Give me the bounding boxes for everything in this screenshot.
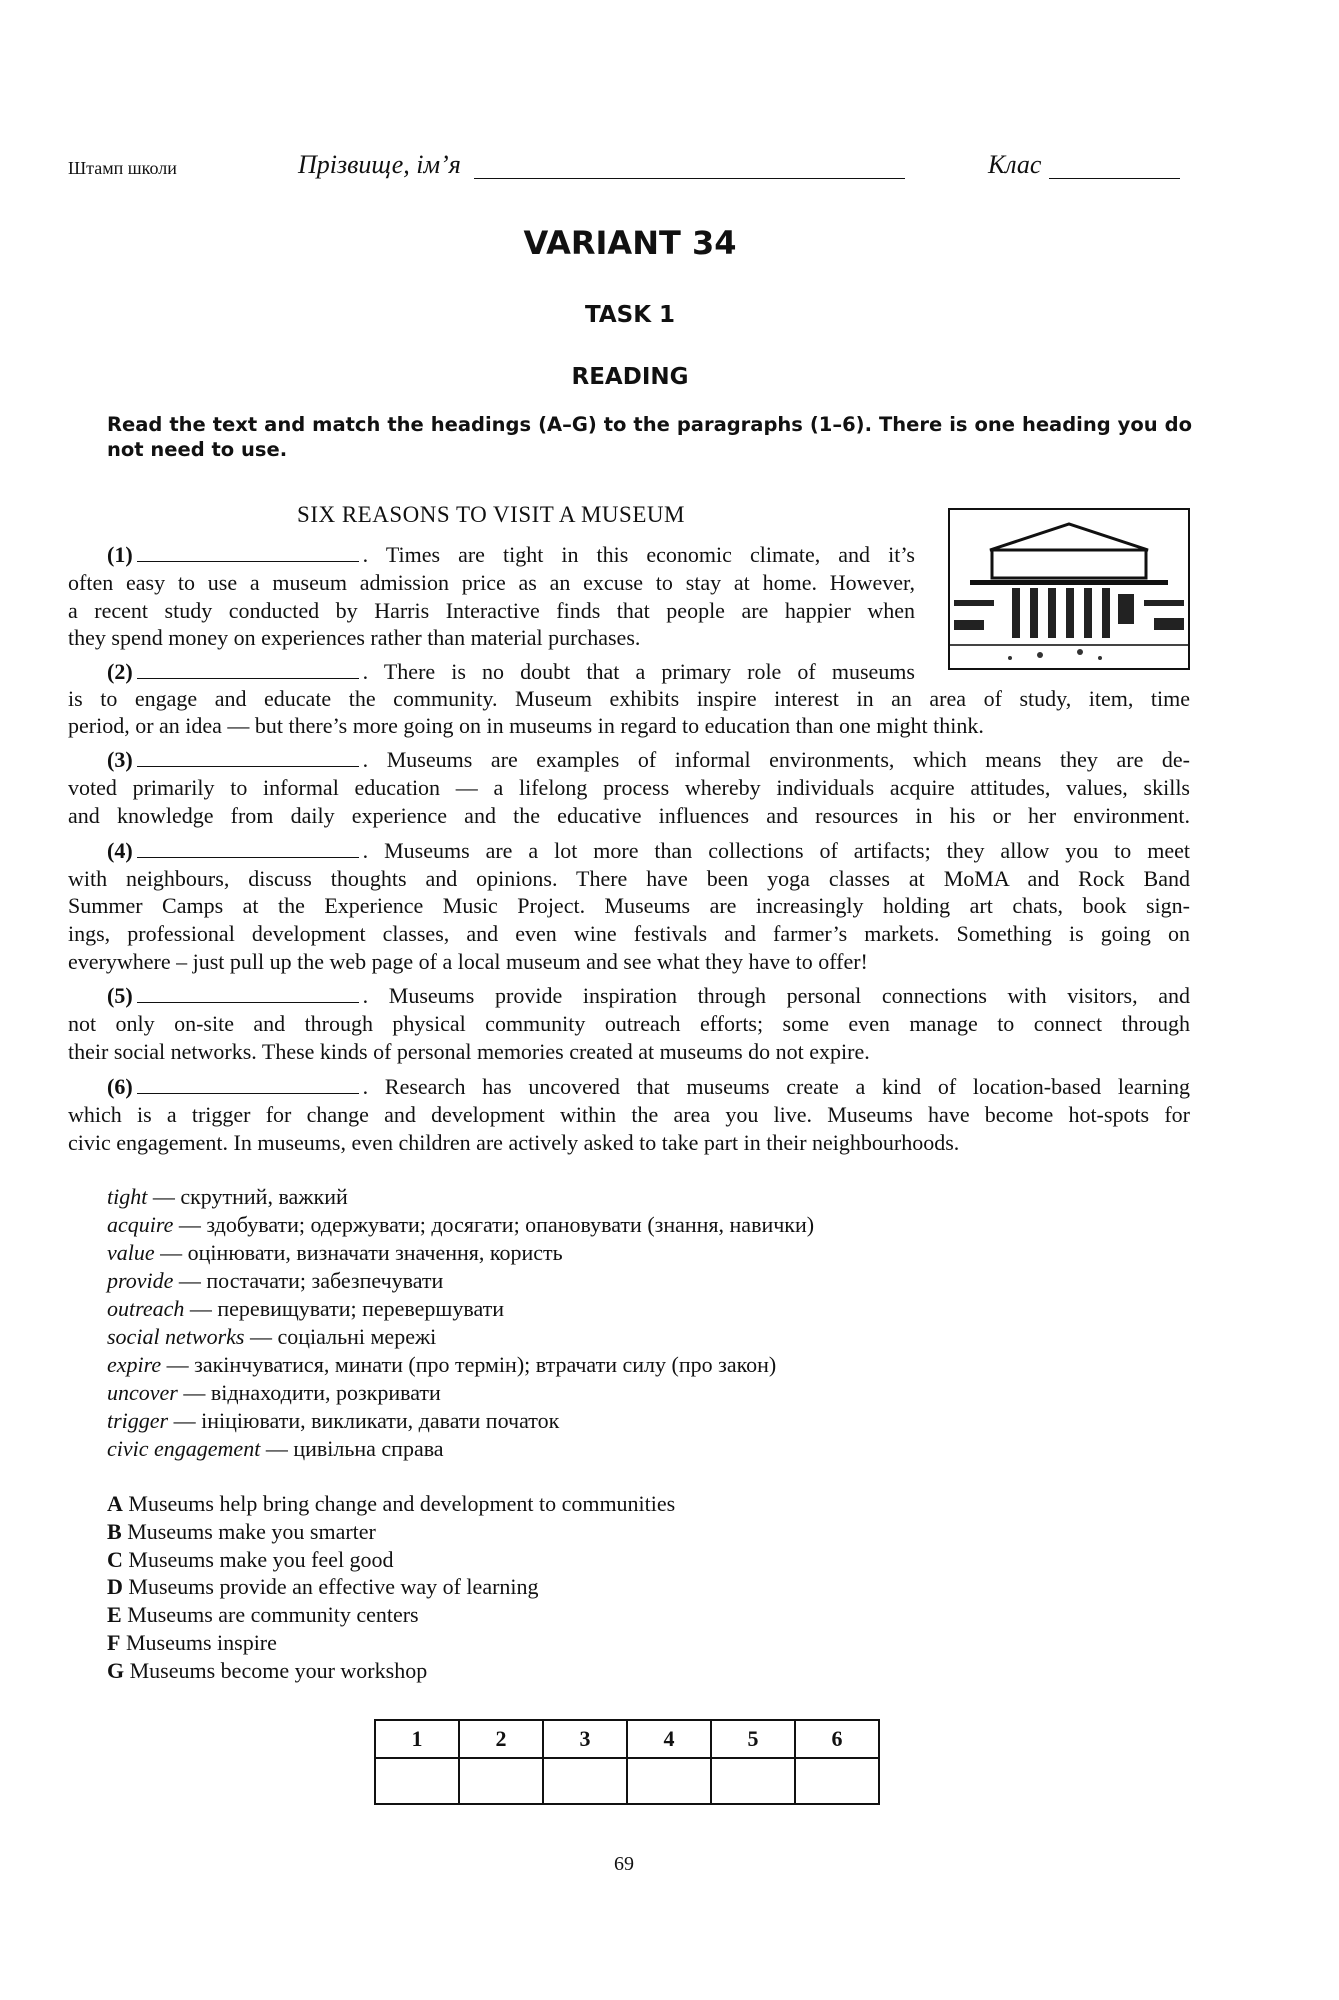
vocabulary-item <box>107 1435 444 1463</box>
paragraph-1-line: often easy to use a museum admission price as an excuse to stay at home. However, <box>68 570 915 595</box>
vocabulary-item <box>107 1407 559 1435</box>
paragraph-2-line <box>107 658 915 686</box>
paragraph-6-line: civic engagement. In museums, even children are actively asked to take part in their neighbourhoods. <box>68 1130 960 1155</box>
vocab-translation: здобувати; одержувати; досягати; опановувати (знання, навички) <box>206 1212 815 1237</box>
answer-column-header: 4 <box>627 1720 711 1758</box>
paragraph-number: (1) <box>107 542 133 567</box>
heading-blank-5[interactable] <box>137 984 359 1003</box>
dash: — <box>160 1240 183 1265</box>
paragraph-4-line: with neighbours, discuss thoughts and opinions. There have been yoga classes at MoMA and Rock Band <box>68 866 1190 891</box>
dash: — <box>189 1296 212 1321</box>
text: . Museums are examples of informal environments, which means they are de- <box>362 747 1190 772</box>
vocab-translation: закінчуватися, минати (про термін); втрачати силу (про закон) <box>194 1352 777 1377</box>
class-label: Клас <box>988 150 1042 179</box>
heading-option <box>107 1657 427 1685</box>
vocab-word: outreach <box>107 1296 185 1321</box>
vocab-translation: ініціювати, викликати, давати початок <box>201 1408 560 1433</box>
name-label: Прізвище, ім’я <box>298 150 461 179</box>
vocab-word: acquire <box>107 1212 174 1237</box>
heading-text: Museums are community centers <box>127 1602 419 1628</box>
heading-letter: F <box>107 1630 121 1655</box>
paragraph-1-line <box>107 541 915 569</box>
text: . Research has uncovered that museums create a kind of location-based learning <box>362 1074 1190 1099</box>
text: . Museums provide inspiration through personal connections with visitors, and <box>362 983 1190 1008</box>
vocabulary-item <box>107 1211 814 1239</box>
vocabulary-item <box>107 1239 563 1267</box>
paragraph-1-line: a recent study conducted by Harris Interactive finds that people are happier when <box>68 598 915 623</box>
heading-text: Museums make you feel good <box>128 1546 394 1572</box>
paragraph-4-line <box>107 837 1190 865</box>
answer-table <box>374 1719 880 1805</box>
heading-letter: A <box>107 1491 123 1516</box>
answer-cell[interactable] <box>795 1758 879 1804</box>
answer-column-header: 5 <box>711 1720 795 1758</box>
section-title: READING <box>571 364 689 390</box>
school-stamp-label: Штамп школи <box>68 158 177 178</box>
heading-text: Museums become your workshop <box>129 1657 428 1683</box>
vocab-word: uncover <box>107 1380 178 1405</box>
paragraph-3-line: voted primarily to informal education — a lifelong process whereby individuals acquire attitudes, values, skills <box>68 775 1190 800</box>
vocab-word: civic engagement <box>107 1436 261 1461</box>
dash: — <box>265 1436 288 1461</box>
paragraph-2-line: period, or an idea — but there’s more going on in museums in regard to education than one might think. <box>68 713 984 738</box>
heading-letter: G <box>107 1657 125 1683</box>
vocabulary-item <box>107 1183 348 1211</box>
paragraph-number: (4) <box>107 838 133 863</box>
dash: — <box>250 1324 272 1349</box>
heading-blank-1[interactable] <box>137 543 359 562</box>
paragraph-6-line: which is a trigger for change and development within the area you live. Museums have become hot-spots for <box>68 1102 1190 1127</box>
heading-text: Museums provide an effective way of learning <box>128 1574 539 1600</box>
instructions: Read the text and match the headings (A–G) to the paragraphs (1–6). There is one heading you do not need to use. <box>107 413 1192 461</box>
answer-cell[interactable] <box>375 1758 459 1804</box>
vocabulary-item <box>107 1323 436 1351</box>
dash: — <box>152 1184 175 1209</box>
vocab-translation: постачати; забезпечувати <box>206 1268 444 1293</box>
vocab-translation: перевищувати; перевершувати <box>217 1296 505 1321</box>
dash: — <box>178 1268 201 1293</box>
vocab-word: provide <box>107 1268 174 1293</box>
text: . Times are tight in this economic climate, and it’s <box>362 542 915 567</box>
paragraph-3-line: and knowledge from daily experience and the educative influences and resources in his or her environment. <box>68 803 1190 828</box>
answer-cell[interactable] <box>711 1758 795 1804</box>
page-number: 69 <box>614 1853 634 1875</box>
name-field[interactable] <box>474 178 905 179</box>
answer-column-header: 1 <box>375 1720 459 1758</box>
heading-option <box>107 1546 394 1574</box>
vocab-translation: скрутний, важкий <box>180 1184 348 1209</box>
text-title: SIX REASONS TO VISIT A MUSEUM <box>297 502 685 527</box>
answer-column-header: 3 <box>543 1720 627 1758</box>
answer-column-header: 6 <box>795 1720 879 1758</box>
vocab-word: tight <box>107 1184 148 1209</box>
heading-letter: D <box>107 1574 123 1600</box>
heading-option <box>107 1518 376 1546</box>
paragraph-3-line <box>107 746 1190 774</box>
heading-option <box>107 1601 419 1629</box>
dash: — <box>173 1408 196 1433</box>
vocab-translation: віднаходити, розкривати <box>210 1380 441 1405</box>
paragraph-number: (5) <box>107 983 133 1008</box>
text: . Museums are a lot more than collections of artifacts; they allow you to meet <box>362 838 1190 863</box>
answer-cell[interactable] <box>627 1758 711 1804</box>
heading-letter: C <box>107 1546 123 1572</box>
heading-text: Museums help bring change and development to communities <box>128 1491 676 1516</box>
dash: — <box>166 1352 189 1377</box>
vocab-translation: оцінювати, визначати значення, користь <box>187 1240 563 1265</box>
heading-blank-4[interactable] <box>137 839 359 858</box>
vocabulary-item <box>107 1379 441 1407</box>
variant-title: VARIANT 34 <box>523 224 737 262</box>
paragraph-number: (6) <box>107 1074 133 1099</box>
vocab-translation: соціальні мережі <box>277 1324 437 1349</box>
paragraph-4-line: ings, professional development classes, and even wine festivals and farmer’s markets. Something is going on <box>68 921 1190 946</box>
heading-blank-3[interactable] <box>137 748 359 767</box>
paragraph-5-line <box>107 982 1190 1010</box>
heading-text: Museums inspire <box>125 1630 277 1655</box>
text: . There is no doubt that a primary role of museums <box>362 659 915 684</box>
vocab-word: value <box>107 1240 155 1265</box>
heading-blank-6[interactable] <box>137 1075 359 1094</box>
heading-blank-2[interactable] <box>137 660 359 679</box>
paragraph-5-line: their social networks. These kinds of personal memories created at museums do not expire. <box>68 1039 870 1064</box>
heading-option <box>107 1573 539 1601</box>
vocab-word: trigger <box>107 1408 169 1433</box>
paragraph-4-line: everywhere – just pull up the web page of a local museum and see what they have to offer! <box>68 949 868 974</box>
dash: — <box>183 1380 206 1405</box>
paragraph-number: (3) <box>107 747 133 772</box>
dash: — <box>178 1212 201 1237</box>
vocab-translation: цивільна справа <box>293 1436 444 1461</box>
paragraph-5-line: not only on-site and through physical community outreach efforts; some even manage to connect through <box>68 1011 1190 1036</box>
answer-cell[interactable] <box>543 1758 627 1804</box>
heading-text: Museums make you smarter <box>127 1518 376 1544</box>
paragraph-6-line <box>107 1073 1190 1101</box>
answer-cell[interactable] <box>459 1758 543 1804</box>
task-title: TASK 1 <box>584 302 676 328</box>
vocabulary-item <box>107 1295 504 1323</box>
paragraph-2-line: is to engage and educate the community. Museum exhibits inspire interest in an area of study, item, time <box>68 686 1190 711</box>
vocabulary-item <box>107 1267 443 1295</box>
class-field[interactable] <box>1049 178 1180 179</box>
answer-column-header: 2 <box>459 1720 543 1758</box>
heading-option <box>107 1629 277 1657</box>
vocabulary-item <box>107 1351 776 1379</box>
paragraph-4-line: Summer Camps at the Experience Music Project. Museums are increasingly holding art chats, book sign- <box>68 893 1190 918</box>
heading-option <box>107 1490 675 1518</box>
museum-photo <box>948 508 1190 670</box>
paragraph-number: (2) <box>107 659 133 684</box>
vocab-word: social networks <box>107 1324 245 1349</box>
heading-letter: E <box>107 1602 122 1628</box>
vocab-word: expire <box>107 1352 162 1377</box>
paragraph-1-line: they spend money on experiences rather than material purchases. <box>68 625 641 650</box>
heading-letter: B <box>107 1518 122 1544</box>
